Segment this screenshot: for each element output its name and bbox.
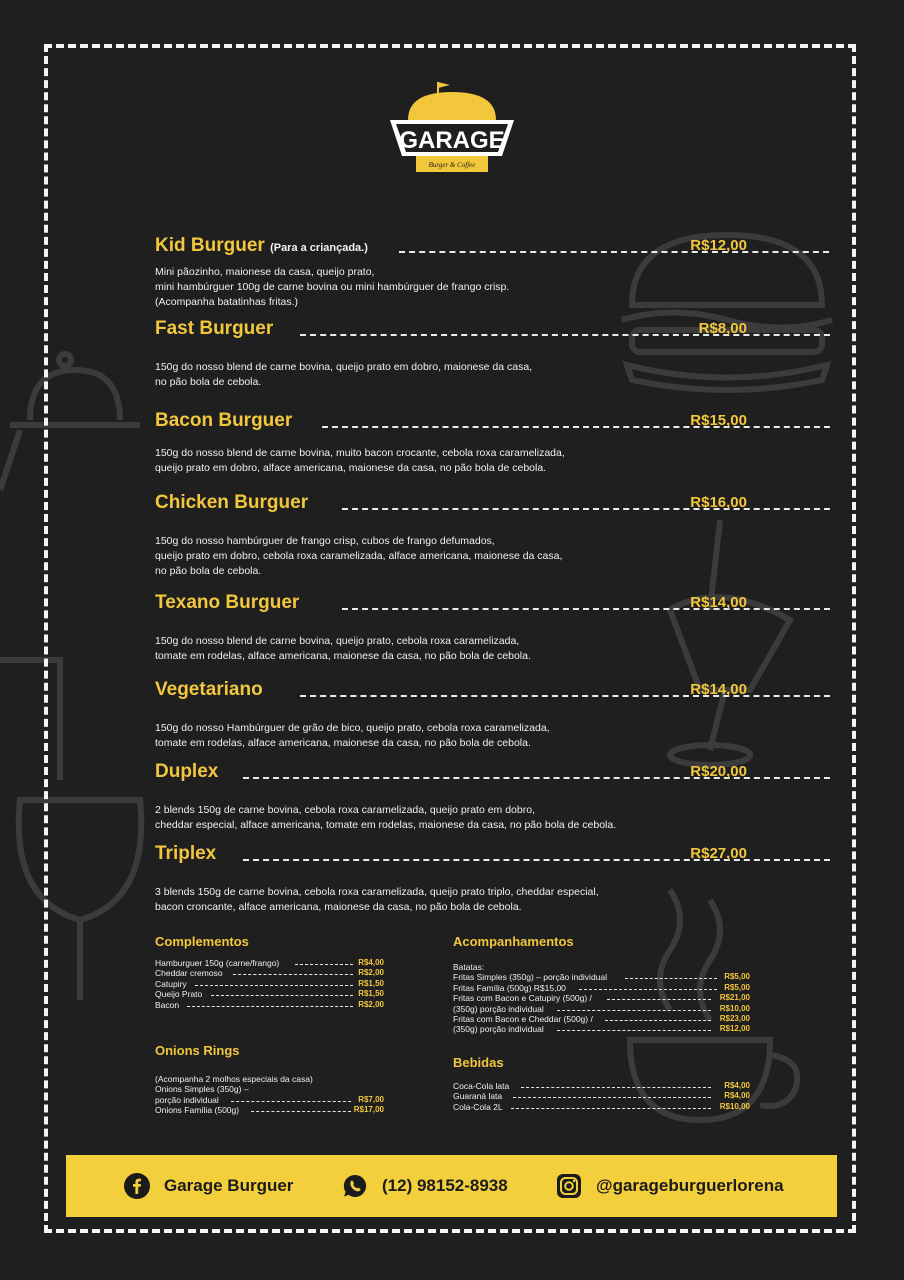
item-price: R$2,00 — [358, 999, 384, 1009]
item-name: Texano Burguer — [155, 592, 300, 613]
onions-list — [155, 1074, 384, 1116]
item-price: R$2,00 — [358, 968, 384, 978]
item-price: R$17,00 — [353, 1105, 384, 1115]
item-label: (350g) porção individual — [453, 1003, 544, 1014]
item-price: R$7,00 — [358, 1094, 384, 1104]
item-price: R$4,00 — [358, 958, 384, 967]
item-price: R$4,00 — [724, 1091, 750, 1101]
item-description: 3 blends 150g de carne bovina, cebola roxa caramelizada, queijo prato triplo, cheddar especial, bacon croncante, alface americana, maionese da casa, no pão bola de cebola. — [155, 886, 599, 913]
list-item — [155, 1074, 384, 1084]
list-item — [155, 1000, 384, 1010]
dotted-leader — [195, 985, 353, 986]
bebidas-list — [453, 1081, 750, 1112]
item-price: R$10,00 — [719, 1003, 750, 1013]
bebidas-title: Bebidas — [453, 1055, 504, 1070]
item-description: 150g do nosso blend de carne bovina, queijo prato em dobro, maionese da casa, no pão bola de cebola. — [155, 361, 533, 388]
item-description: 150g do nosso blend de carne bovina, muito bacon crocante, cebola roxa caramelizada, queijo prato em dobro, alface americana, maionese da casa, no pão bola de cebola. — [155, 447, 565, 474]
item-name: Fast Burguer — [155, 318, 274, 339]
item-label: Cheddar cremoso — [155, 968, 223, 979]
garage-logo — [386, 78, 518, 178]
list-item — [453, 962, 750, 972]
item-description: 150g do nosso hambúrguer de frango crisp, cubos de frango defumados, queijo prato em dobro, cebola roxa caramelizada, alface americana, maionese da casa, no pão bola de cebola. — [155, 535, 563, 577]
item-label: Hamburguer 150g (carne/frango) — [155, 958, 280, 968]
list-item — [453, 1024, 750, 1034]
complementos-title: Complementos — [155, 934, 249, 949]
item-name: Duplex — [155, 761, 219, 782]
list-item — [155, 1084, 384, 1094]
contact-footer — [66, 1155, 837, 1217]
list-item — [155, 989, 384, 999]
onions-title: Onions Rings — [155, 1043, 240, 1058]
item-price: R$8,00 — [698, 320, 747, 337]
item-label: Cola-Cola 2L — [453, 1101, 503, 1112]
item-name: Vegetariano — [155, 679, 263, 700]
list-item — [453, 983, 750, 993]
instagram-link[interactable] — [556, 1173, 784, 1199]
dotted-leader — [342, 498, 830, 510]
list-item — [453, 1081, 750, 1091]
item-price: R$1,50 — [358, 989, 384, 999]
instagram-handle: @garageburguerlorena — [596, 1176, 784, 1195]
item-label: (Acompanha 2 molhos especiais da casa) — [155, 1074, 313, 1084]
list-item — [155, 979, 384, 989]
item-label: Bacon — [155, 999, 180, 1010]
list-item — [155, 1095, 384, 1105]
menu-item-duplex — [155, 761, 747, 833]
brand-name: GARAGE — [399, 127, 505, 154]
list-item — [155, 958, 384, 968]
item-price: R$16,00 — [690, 494, 747, 511]
dotted-leader — [231, 1101, 351, 1102]
instagram-icon — [556, 1173, 582, 1199]
list-item — [453, 1102, 750, 1112]
dotted-leader — [300, 324, 830, 336]
menu-item-triplex — [155, 843, 747, 915]
item-price: R$14,00 — [690, 681, 747, 698]
dotted-leader — [607, 999, 711, 1000]
item-description: Mini pãozinho, maionese da casa, queijo prato, mini hambúrguer 100g de carne bovina ou mini hambúrguer de frango crisp. (Acompanha batatinhas fritas.) — [155, 266, 510, 308]
facebook-icon — [124, 1173, 150, 1199]
acompanhamentos-list — [453, 962, 750, 1035]
dotted-leader — [579, 989, 717, 990]
dotted-leader — [233, 974, 353, 975]
item-price: R$5,00 — [724, 982, 750, 992]
complementos-list — [155, 958, 384, 1010]
item-price: R$21,00 — [719, 993, 750, 1003]
item-name: Bacon Burguer — [155, 410, 293, 431]
brand-tagline: Burger & Coffee — [428, 161, 476, 169]
dotted-leader — [557, 1030, 711, 1031]
item-name: Triplex — [155, 843, 217, 864]
whatsapp-link[interactable] — [342, 1173, 508, 1199]
item-description: 150g do nosso blend de carne bovina, queijo prato, cebola roxa caramelizada, tomate em rodelas, alface americana, maionese da casa, no pão bola de cebola. — [155, 635, 531, 662]
dotted-leader — [557, 1010, 711, 1011]
list-item — [453, 993, 750, 1003]
list-item — [155, 1105, 384, 1115]
menu-item-texano-burguer — [155, 592, 747, 664]
item-price: R$4,00 — [724, 1081, 750, 1090]
item-price: R$12,00 — [690, 237, 747, 254]
item-description: 2 blends 150g de carne bovina, cebola roxa caramelizada, queijo prato em dobro, cheddar especial, alface americana, tomate em rodelas, maionese da casa, no pão bola de cebola. — [155, 804, 617, 831]
dotted-leader — [211, 995, 353, 996]
item-label: Catupiry — [155, 978, 187, 989]
item-price: R$27,00 — [690, 845, 747, 862]
menu-item-chicken-burguer — [155, 492, 747, 579]
dotted-leader — [322, 416, 830, 428]
item-label: Coca-Cola lata — [453, 1081, 510, 1091]
item-label: Fritas com Bacon e Catupiry (500g) / — [453, 993, 592, 1004]
whatsapp-icon — [342, 1173, 368, 1199]
item-price: R$12,00 — [719, 1024, 750, 1034]
item-label: Queijo Prato — [155, 989, 203, 1000]
list-item — [453, 1091, 750, 1101]
menu-item-kid-burguer — [155, 235, 747, 310]
item-label: Fritas com Bacon e Cheddar (500g) / — [453, 1013, 593, 1024]
menu-item-bacon-burguer — [155, 410, 747, 476]
facebook-link[interactable] — [124, 1173, 293, 1199]
item-price: R$15,00 — [690, 412, 747, 429]
acompanhamentos-title: Acompanhamentos — [453, 934, 574, 949]
item-name: Kid Burguer — [155, 235, 265, 256]
item-price: R$23,00 — [719, 1013, 750, 1023]
list-item — [453, 1014, 750, 1024]
item-price: R$20,00 — [690, 763, 747, 780]
item-description: 150g do nosso Hambúrguer de grão de bico, queijo prato, cebola roxa caramelizada, tomate em rodelas, alface americana, maionese da casa, no pão bola de cebola. — [155, 722, 550, 749]
item-price: R$1,50 — [358, 978, 384, 988]
item-label: porção individual — [155, 1094, 219, 1105]
dotted-leader — [399, 241, 829, 253]
dotted-leader — [625, 978, 717, 979]
item-label: Batatas: — [453, 962, 485, 972]
dotted-leader — [187, 1006, 353, 1007]
item-label: Onions Família (500g) — [155, 1105, 240, 1116]
dotted-leader — [511, 1108, 711, 1109]
list-item — [155, 968, 384, 978]
dotted-leader — [605, 1020, 711, 1021]
item-note: (Para a criançada.) — [270, 242, 368, 254]
item-label: Guaraná lata — [453, 1091, 503, 1102]
item-price: R$14,00 — [690, 594, 747, 611]
item-label: Fritas Família (500g) R$15,00 — [453, 982, 566, 993]
dotted-leader — [300, 685, 830, 697]
item-price: R$10,00 — [719, 1101, 750, 1111]
item-label: (350g) porção individual — [453, 1024, 544, 1035]
whatsapp-number: (12) 98152-8938 — [382, 1176, 508, 1195]
dotted-leader — [342, 598, 830, 610]
facebook-handle: Garage Burguer — [164, 1176, 294, 1195]
list-item — [453, 1004, 750, 1014]
menu-item-fast-burguer — [155, 318, 747, 390]
menu-item-vegetariano — [155, 679, 747, 751]
dotted-leader — [251, 1111, 351, 1112]
dotted-leader — [521, 1087, 711, 1088]
list-item — [453, 972, 750, 982]
item-label: Onions Simples (350g) – — [155, 1084, 249, 1095]
dotted-leader — [295, 964, 353, 965]
item-name: Chicken Burguer — [155, 492, 309, 513]
item-price: R$5,00 — [724, 972, 750, 982]
dotted-leader — [513, 1097, 711, 1098]
item-label: Fritas Simples (350g) – porção individual — [453, 972, 608, 983]
